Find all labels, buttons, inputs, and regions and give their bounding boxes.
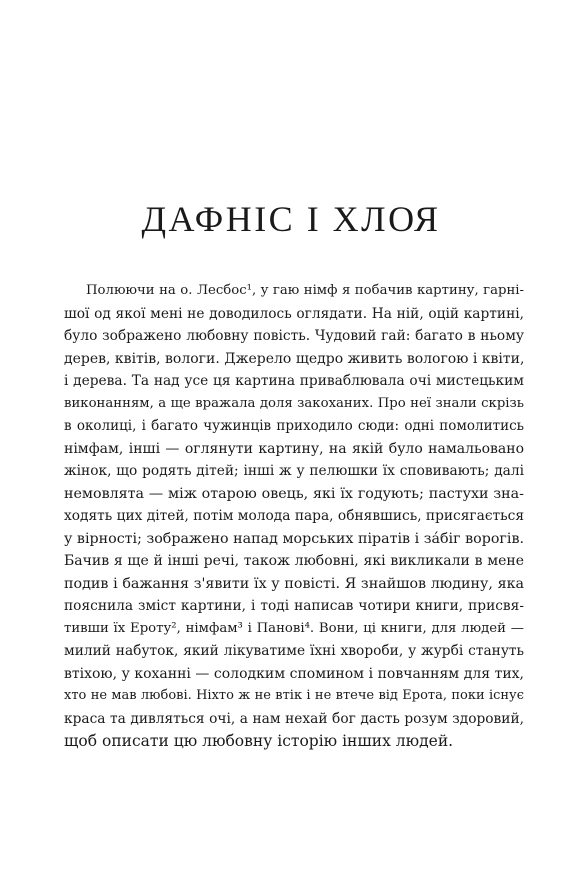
paragraph-line: було зображено любовну повість. Чудовий гай: багато в ньому bbox=[64, 328, 524, 344]
paragraph-line: втіхою, у коханні — солодким споминoм і повчанням для тих, bbox=[64, 665, 524, 682]
paragraph-line: Бачив я ще й інші речі, також любовні, які викликали в мене bbox=[64, 553, 524, 569]
chapter-title: ДАФНІС І ХЛОЯ bbox=[141, 199, 441, 239]
paragraph-line: краса та дивляться очі, а нам нехай бог дасть розум здоровий, bbox=[64, 710, 524, 727]
paragraph-line: Полюючи на о. Лесбос¹, у гаю німф я побачив картину, гарні- bbox=[86, 283, 524, 298]
paragraph-line: пояснила зміст картини, і тоді написав чотири книги, присвя- bbox=[64, 598, 524, 614]
body-paragraph bbox=[64, 280, 524, 753]
paragraph-line: німфам, інші — оглянути картину, на якій було намальовано bbox=[64, 440, 524, 457]
paragraph-line: тивши їх Ероту², німфам³ і Панові⁴. Вони, ці книги, для людей — bbox=[64, 620, 524, 636]
paragraph-line: шої од якої мені не доводилось оглядати. На ній, оцій картині, bbox=[64, 305, 524, 322]
paragraph-line: і дерева. Та над усе ця картина приваблювала очі мистецьким bbox=[64, 373, 524, 389]
paragraph-line: немовлята — між отарою овець, які їх годують; пастухи зна- bbox=[64, 485, 524, 502]
paragraph-line: дерев, квітів, вологи. Джерело щедро живить вологою і квіти, bbox=[64, 350, 525, 367]
paragraph-line: хто не мав любові. Ніхто ж не втік і не втече від Ерота, поки існує bbox=[64, 688, 524, 703]
paragraph-line: у вірності; зображено напад морських піратів і зáбіг ворогів. bbox=[64, 530, 524, 547]
paragraph-line: подив і бажання з'явити їх у повісті. Я знайшов людину, яка bbox=[64, 575, 524, 592]
paragraph-line: ходять цих дітей, потім молода пара, обнявшись, присягається bbox=[64, 508, 525, 524]
paragraph-line: жінок, що родять дітей; інші ж у пелюшки їх сповивають; далі bbox=[64, 463, 524, 479]
paragraph-line: щоб описати цю любовну історію інших людей. bbox=[64, 732, 454, 750]
paragraph-line: виконанням, а ще вражала доля закоханих. Про неї знали скрізь bbox=[64, 395, 524, 411]
paragraph-line: в околиці, і багато чужинців приходило сюди: одні помолитись bbox=[64, 418, 524, 434]
paragraph-line: милий набуток, який лікуватиме їхні хвороби, у журбі стануть bbox=[64, 643, 524, 659]
